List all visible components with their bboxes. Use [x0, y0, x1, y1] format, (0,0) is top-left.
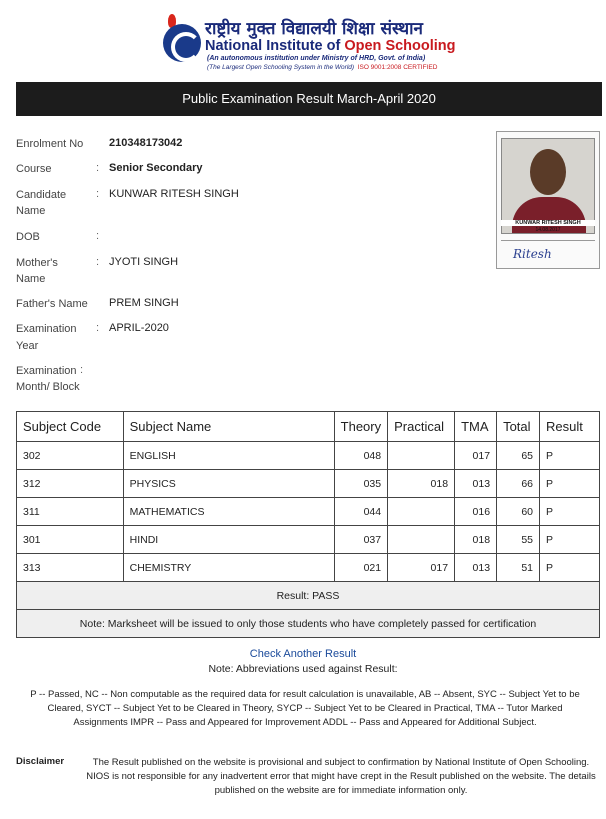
tagline-text: (The Largest Open Schooling System in the World) — [207, 64, 355, 71]
photo-face — [530, 149, 566, 195]
cell-result: P — [540, 554, 600, 582]
cell-practical — [388, 498, 455, 526]
abbreviations-note: Note: Abbreviations used against Result: — [208, 663, 398, 675]
table-row — [17, 526, 600, 554]
cell-theory: 021 — [334, 554, 387, 582]
father-value: PREM SINGH — [109, 297, 179, 309]
institute-title — [205, 38, 456, 54]
cell-theory: 037 — [334, 526, 387, 554]
cell-total: 51 — [497, 554, 540, 582]
candidate-signature: Ritesh — [501, 240, 595, 266]
abbreviations-text: P -- Passed, NC -- Non computable as the required data for result calculation is unavailable, AB -- Absent, SYC -- Subject Yet to be Cleared, SYCT -- Subject Yet to be Cleared in Theory, SYCP -- Subject Yet to be Cleared in Practical, TMA -- Tutor Marked Assignments IMPR -- Pass and Appeared for Improvement ADDL -- Pass and Appeared for Additional Subject. — [30, 689, 580, 728]
candidate-label-line2: Name — [16, 205, 46, 217]
photo-name-caption: KUNWAR RITESH SINGH — [501, 220, 595, 226]
table-row — [17, 554, 600, 582]
cell-result: P — [540, 498, 600, 526]
header-total: Total — [497, 412, 540, 442]
exam-year-label: Examination — [16, 323, 77, 335]
cell-practical: 018 — [388, 470, 455, 498]
father-label: Father's Name — [16, 298, 88, 310]
title-highlight: Open Schooling — [344, 38, 456, 54]
candidate-label: Candidate — [16, 189, 67, 201]
course-label: Course — [16, 163, 52, 175]
result-summary-row — [17, 582, 600, 610]
cell-total: 65 — [497, 442, 540, 470]
table-row — [17, 498, 600, 526]
exam-year-label-line2: Year — [16, 340, 39, 352]
cell-tma: 017 — [455, 442, 497, 470]
photo-date-caption: 14.08.2017 — [535, 227, 561, 233]
cell-total: 55 — [497, 526, 540, 554]
cell-tma: 016 — [455, 498, 497, 526]
table-row — [17, 470, 600, 498]
check-another-result-link[interactable]: Check Another Result — [249, 648, 357, 660]
cell-theory: 044 — [334, 498, 387, 526]
exam-month-colon: : — [80, 364, 84, 376]
course-colon: : — [96, 162, 100, 174]
cell-name: CHEMISTRY — [123, 554, 334, 582]
enrolment-value: 210348173042 — [109, 137, 183, 149]
mother-value: JYOTI SINGH — [109, 256, 179, 268]
cell-name: MATHEMATICS — [123, 498, 334, 526]
cell-result: P — [540, 470, 600, 498]
cell-code: 302 — [17, 442, 124, 470]
header-subject-code: Subject Code — [17, 412, 124, 442]
exam-year-colon: : — [96, 322, 100, 334]
hindi-title: राष्ट्रीय मुक्त विद्यालयी शिक्षा संस्थान — [205, 19, 423, 39]
cell-tma: 013 — [455, 554, 497, 582]
disclaimer-text: The Result published on the website is provisional and subject to confirmation by National Institute of Open Schooling. NIOS is not responsible for any inadvertent error that might have crept in the Result published on the website. The details published on the website are for immediate information only. — [86, 757, 596, 796]
cell-code: 311 — [17, 498, 124, 526]
cell-theory: 035 — [334, 470, 387, 498]
mother-label: Mother's — [16, 257, 58, 269]
title-prefix: National Institute of — [205, 38, 345, 54]
cell-total: 66 — [497, 470, 540, 498]
dob-colon: : — [96, 230, 100, 242]
cell-code: 313 — [17, 554, 124, 582]
course-value: Senior Secondary — [109, 162, 203, 174]
cell-name: HINDI — [123, 526, 334, 554]
header-tma: TMA — [455, 412, 497, 442]
iso-badge: ISO 9001:2008 CERTIFIED — [357, 64, 438, 71]
subtitle-tagline — [207, 64, 437, 71]
cell-practical — [388, 526, 455, 554]
cell-theory: 048 — [334, 442, 387, 470]
header-result: Result — [540, 412, 600, 442]
marksheet-note: Note: Marksheet will be issued to only those students who have completely passed for certification — [17, 610, 600, 638]
cell-name: ENGLISH — [123, 442, 334, 470]
candidate-photo — [496, 131, 600, 269]
cell-practical: 017 — [388, 554, 455, 582]
table-header-row — [17, 412, 600, 442]
subtitle-authority: (An autonomous institution under Ministry of HRD, Govt. of India) — [207, 55, 426, 62]
mother-colon: : — [96, 256, 100, 268]
result-banner: Public Examination Result March-April 2020 — [16, 82, 602, 116]
cell-practical — [388, 442, 455, 470]
candidate-value: KUNWAR RITESH SINGH — [109, 188, 239, 200]
marksheet-note-row — [17, 610, 600, 638]
cell-name: PHYSICS — [123, 470, 334, 498]
exam-month-label: Examination — [16, 365, 77, 377]
cell-tma: 013 — [455, 470, 497, 498]
table-row — [17, 442, 600, 470]
candidate-colon: : — [96, 188, 100, 200]
header-subject-name: Subject Name — [123, 412, 334, 442]
cell-code: 312 — [17, 470, 124, 498]
cell-result: P — [540, 442, 600, 470]
header — [0, 8, 606, 70]
cell-tma: 018 — [455, 526, 497, 554]
mother-label-line2: Name — [16, 273, 46, 285]
cell-total: 60 — [497, 498, 540, 526]
cell-result: P — [540, 526, 600, 554]
exam-month-label-line2: Month/ Block — [16, 381, 80, 393]
header-theory: Theory — [334, 412, 387, 442]
enrolment-label: Enrolment No — [16, 138, 84, 150]
marks-table — [16, 411, 600, 638]
header-practical: Practical — [388, 412, 455, 442]
disclaimer-label: Disclaimer — [16, 756, 65, 767]
exam-year-value: APRIL-2020 — [109, 322, 169, 334]
result-summary: Result: PASS — [17, 582, 600, 610]
dob-label: DOB — [16, 231, 40, 243]
cell-code: 301 — [17, 526, 124, 554]
nios-logo-icon — [163, 24, 201, 62]
